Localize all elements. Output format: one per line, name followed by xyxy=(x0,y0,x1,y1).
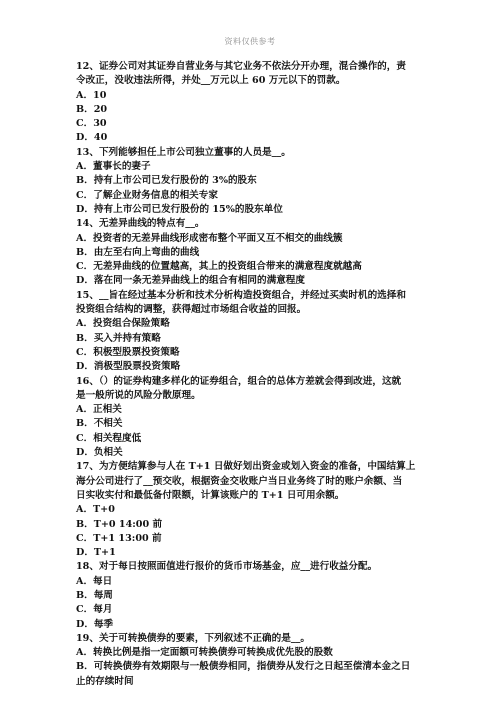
answer-option: C．30 xyxy=(76,118,107,130)
question-text-continued: 海分公司进行了__预交收，根据资金交收账户当日业务终了时的账户余额、当 xyxy=(76,475,403,487)
answer-option: B．每周 xyxy=(76,589,113,601)
answer-option: C．相关程度低 xyxy=(76,432,142,444)
answer-option: A．投资者的无差异曲线形成密布整个平面又互不相交的曲线簇 xyxy=(76,232,343,244)
question-text-continued: 令改正，没收违法所得，并处__万元以上 60 万元以下的罚款。 xyxy=(76,75,346,87)
question-text: 15、__旨在经过基本分析和技术分析构造投资组合，并经过买卖时机的选择和 xyxy=(76,289,406,301)
answer-option: A．T+0 xyxy=(76,504,115,516)
question-text: 18、对于每日按照面值进行报价的货币市场基金，应__进行收益分配。 xyxy=(76,561,378,573)
answer-option: D．T+1 xyxy=(76,547,116,559)
answer-option: B．20 xyxy=(76,103,108,115)
question-text-continued: 是一般所说的风险分散原理。 xyxy=(76,389,201,401)
answer-option: D．落在同一条无差异曲线上的组合有相同的满意程度 xyxy=(76,275,305,287)
document-body xyxy=(76,60,436,689)
answer-option: D．40 xyxy=(76,132,108,144)
answer-option: B．T+0 14:00 前 xyxy=(76,518,163,530)
question-text-continued: 止的存续时间 xyxy=(76,675,134,687)
question-text: 17、为方便结算参与人在 T+1 日做好划出资金或划入资金的准备，中国结算上 xyxy=(76,461,416,473)
question-text-continued: 投资组合结构的调整，获得超过市场组合收益的回报。 xyxy=(76,304,307,316)
answer-option: D．消极型股票投资策略 xyxy=(76,361,181,373)
question-text-continued: 日实收实付和最低备付限额，计算该账户的 T+1 日可用余额。 xyxy=(76,489,345,501)
answer-option: A．正相关 xyxy=(76,404,122,416)
question-text: 13、下列能够担任上市公司独立董事的人员是__。 xyxy=(76,146,291,158)
answer-option: A．10 xyxy=(76,89,107,101)
answer-option: B．不相关 xyxy=(76,418,123,430)
answer-option: C．无差异曲线的位置越高，其上的投资组合带来的满意程度就越高 xyxy=(76,261,362,273)
question-text: 16、（）的证券构建多样化的证券组合，组合的总体方差就会得到改进，这就 xyxy=(76,375,402,387)
answer-option: C．积极型股票投资策略 xyxy=(76,346,180,358)
answer-option: C．T+1 13:00 前 xyxy=(76,532,162,544)
answer-option: C．每月 xyxy=(76,604,113,616)
answer-option: D．负相关 xyxy=(76,447,123,459)
answer-option: D．持有上市公司已发行股份的 15%的股东单位 xyxy=(76,203,283,215)
answer-option: B．买入并持有策略 xyxy=(76,332,161,344)
answer-option: D．每季 xyxy=(76,618,114,630)
question-text: 14、无差异曲线的特点有__。 xyxy=(76,218,205,230)
answer-option: A．董事长的妻子 xyxy=(76,161,151,173)
page-header: 资料仅供参考 xyxy=(224,37,276,46)
answer-option: B．由左至右向上弯曲的曲线 xyxy=(76,246,200,258)
answer-option: B．持有上市公司已发行股份的 3%的股东 xyxy=(76,175,257,187)
answer-option: B．可转换债券有效期限与一般债券相同，指债券从发行之日起至偿清本金之日 xyxy=(76,661,411,673)
answer-option: C．了解企业财务信息的相关专家 xyxy=(76,189,218,201)
answer-option: A．每日 xyxy=(76,575,113,587)
question-text: 12、证券公司对其证券自营业务与其它业务不依法分开办理，混合操作的，责 xyxy=(76,61,406,72)
answer-option: A．转换比例是指一定面额可转换债券可转换成优先股的股数 xyxy=(76,647,333,659)
answer-option: A．投资组合保险策略 xyxy=(76,318,170,330)
question-text: 19、关于可转换债券的要素，下列叙述不正确的是__。 xyxy=(76,632,311,644)
